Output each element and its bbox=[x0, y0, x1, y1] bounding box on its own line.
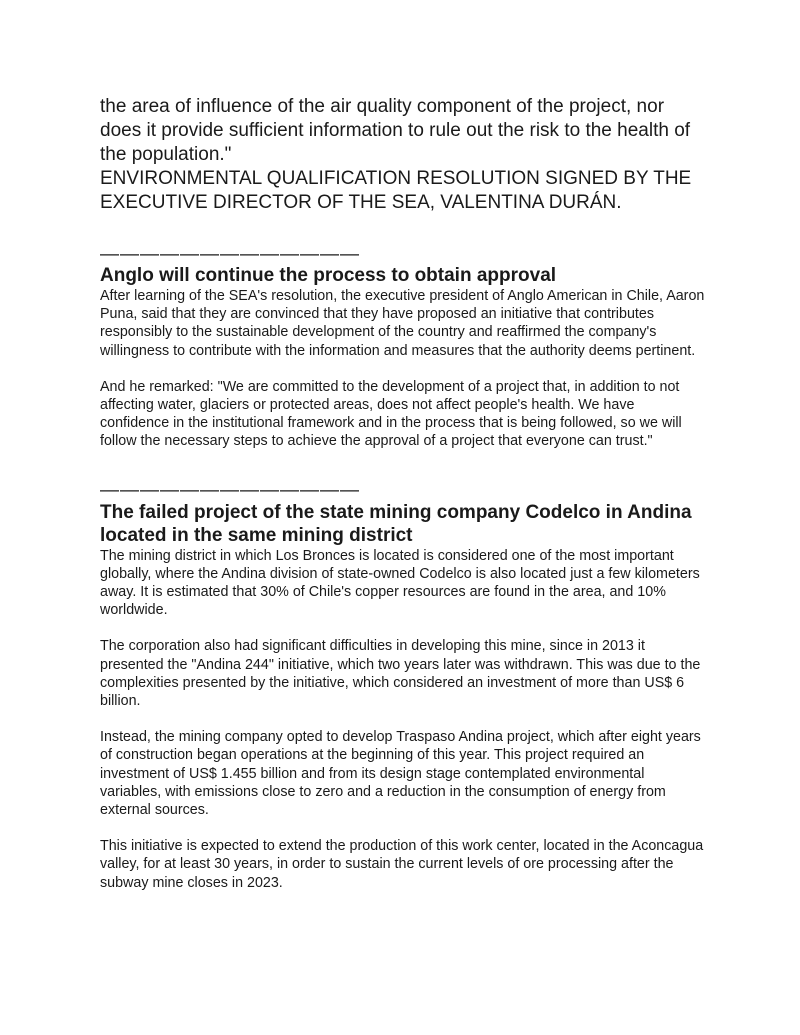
paragraph: After learning of the SEA's resolution, the executive president of Anglo American in Chile, Aaron Puna, said that they are convinced that they have proposed an initiative that contributes responsibly to the sustainable development of the country and reaffirmed the company's willingness to contribute with the information and measures that the authority deems pertinent. bbox=[100, 288, 705, 359]
section-heading-codelco: The failed project of the state mining company Codelco in Andina located in the same mining district bbox=[100, 501, 692, 546]
paragraph: And he remarked: "We are committed to the development of a project that, in addition to not affecting water, glaciers or protected areas, does not affect people's health. We have confidence in the institutional framework and in the process that is being followed, so we will follow the necessary steps to achieve the approval of a project that everyone can trust." bbox=[100, 378, 682, 450]
paragraph: The corporation also had significant difficulties in developing this mine, since in 2013 it presented the "Andina 244" initiative, which two years later was withdrawn. This was due to the complexities presented by the initiative, which considered an investment of more than US$ 6 billion. bbox=[100, 638, 701, 710]
intro-block bbox=[100, 95, 705, 215]
document-page bbox=[100, 95, 705, 892]
paragraph: Instead, the mining company opted to develop Traspaso Andina project, which after eight years of construction began operations at the beginning of this year. This project required an investment of US$ 1.455 billion and from its design stage contemplated environmental variables, with emissions close to zero and a reduction in the consumption of energy from external sources. bbox=[100, 729, 701, 819]
paragraph: The mining district in which Los Bronces is located is considered one of the most important globally, where the Andina division of state-owned Codelco is also located just a few kilometers away. It is estimated that 30% of Chile's copper resources are found in the area, and 10% worldwide. bbox=[100, 547, 700, 619]
section-heading-anglo: Anglo will continue the process to obtain approval bbox=[100, 265, 557, 286]
attribution: ENVIRONMENTAL QUALIFICATION RESOLUTION SIGNED BY THE EXECUTIVE DIRECTOR OF THE SEA, VALENTINA DURÁN. bbox=[100, 168, 692, 213]
section-divider: ————————————— bbox=[100, 479, 360, 501]
quote-ending: the area of influence of the air quality component of the project, nor does it provide sufficient information to rule out the risk to the health of the population." bbox=[100, 96, 691, 165]
paragraph: This initiative is expected to extend the production of this work center, located in the Aconcagua valley, for at least 30 years, in order to sustain the current levels of ore processing after the subway mine closes in 2023. bbox=[100, 838, 704, 891]
section-divider: ————————————— bbox=[100, 244, 360, 265]
